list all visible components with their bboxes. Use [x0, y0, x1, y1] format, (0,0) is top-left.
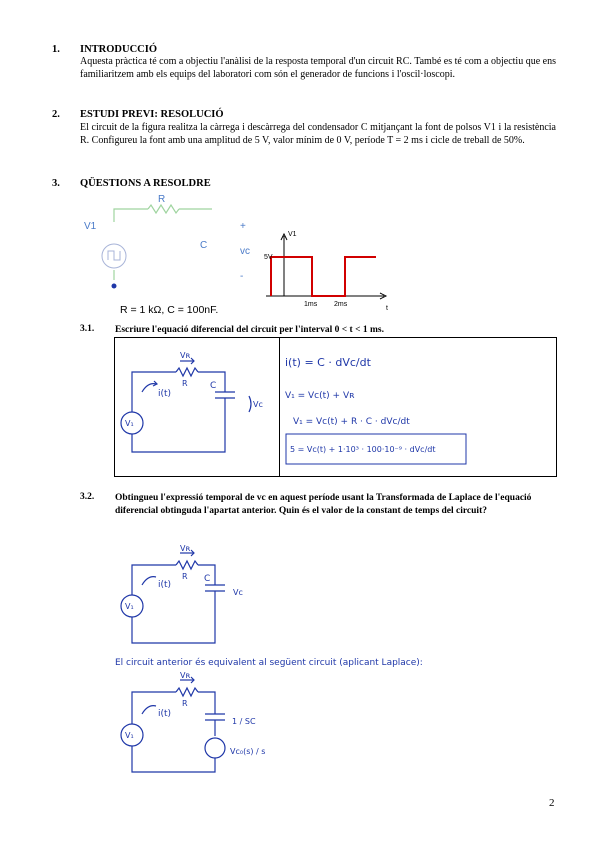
plot-2ms-label: 2ms: [334, 301, 348, 308]
eq-substituted: V₁ = Vc(t) + R · C · dVc/dt: [293, 417, 410, 427]
label-minus: -: [240, 271, 244, 282]
hw-vr: Vʀ: [180, 351, 191, 360]
section-2-text: El circuit de la figura realitza la càrrega i descàrrega del condensador C mitjançant la font de polsos V1 i la resistència R. Configureu la font amb una amplitud de 5 V, valor mínim de 0 V, període T = 2 ms i cicle de treball de 50%.: [80, 122, 556, 146]
equivalent-circuit-note: [115, 654, 455, 670]
hw3-current: i(t): [158, 709, 172, 719]
plot-v1-label: V1: [288, 231, 297, 238]
section-1-text: Aquesta pràctica té com a objectiu l'anàlisi de la resposta temporal d'un circuit RC. També es té com a objectiu que ens familiaritzem amb els equips del laboratori com són el generador de funcions i l'oscil·loscopi.: [80, 56, 556, 80]
initial-voltage-source: Vc₀(s) / s: [230, 747, 266, 756]
section-3-number: 3.: [52, 178, 60, 189]
rc-circuit-figure: [80, 192, 280, 320]
question-3-1-number: 3.1.: [80, 324, 95, 334]
question-3-1-text: Escriure l'equació diferencial del circuit per l'interval 0 < t < 1 ms.: [115, 325, 384, 335]
question-3-2-text: Obtingueu l'expressió temporal de vc en aquest període usant la Transformada de Laplace de l'equació diferencial obtinguda l'apartat anterior. Quin és el valor de la constant de temps del circuit?: [115, 493, 532, 516]
pulse-plot: [260, 226, 392, 314]
section-2-title: ESTUDI PREVI: RESOLUCIÓ: [80, 109, 224, 120]
hw2-c: C: [204, 574, 211, 584]
equivalent-note-text: El circuit anterior és equivalent al següent circuit (aplicant Laplace):: [115, 658, 423, 668]
label-v1: V1: [84, 221, 97, 232]
question-3-2-number: 3.2.: [80, 492, 95, 502]
hw2-vc: Vc: [233, 588, 243, 597]
plot-1ms-label: 1ms: [304, 301, 318, 308]
hw3-r: R: [182, 699, 188, 708]
label-r: R: [158, 194, 166, 205]
laplace-circuit: [118, 672, 278, 782]
hw2-current: i(t): [158, 580, 172, 590]
eq-kvl: V₁ = Vc(t) + Vʀ: [285, 391, 355, 401]
hw3-v1: V₁: [125, 731, 134, 740]
hw3-vr: Vʀ: [180, 672, 191, 680]
hw-vc: Vc: [253, 400, 263, 409]
hw-current: i(t): [158, 389, 172, 399]
page-number: 2: [549, 797, 555, 809]
hw2-vr: Vʀ: [180, 545, 191, 553]
hw-r: R: [182, 379, 188, 388]
label-plus: +: [240, 221, 246, 232]
answer-divider: [279, 337, 280, 476]
section-2-number: 2.: [52, 109, 60, 120]
label-c: C: [200, 240, 208, 251]
hw-v1: V₁: [125, 419, 134, 428]
eq-current: i(t) = C · dVc/dt: [285, 356, 371, 369]
handwritten-circuit-2: [118, 545, 278, 650]
hw2-v1: V₁: [125, 602, 134, 611]
section-1-number: 1.: [52, 44, 60, 55]
plot-t-label: t: [386, 305, 388, 312]
section-1-title: INTRODUCCIÓ: [80, 44, 158, 55]
impedance-1-over-sc: 1 / SC: [232, 717, 256, 726]
eq-numeric: 5 = Vc(t) + 1·10³ · 100·10⁻⁹ · dVc/dt: [290, 445, 436, 454]
hw-c: C: [210, 381, 217, 391]
handwritten-circuit-1: [118, 344, 276, 469]
label-vc: vc: [240, 246, 250, 257]
hw2-r: R: [182, 572, 188, 581]
component-values: R = 1 kΩ, C = 100nF.: [120, 304, 219, 316]
handwritten-equations: [283, 344, 551, 470]
plot-5v-label: 5V: [264, 254, 273, 261]
section-3-title: QÜESTIONS A RESOLDRE: [80, 178, 211, 189]
